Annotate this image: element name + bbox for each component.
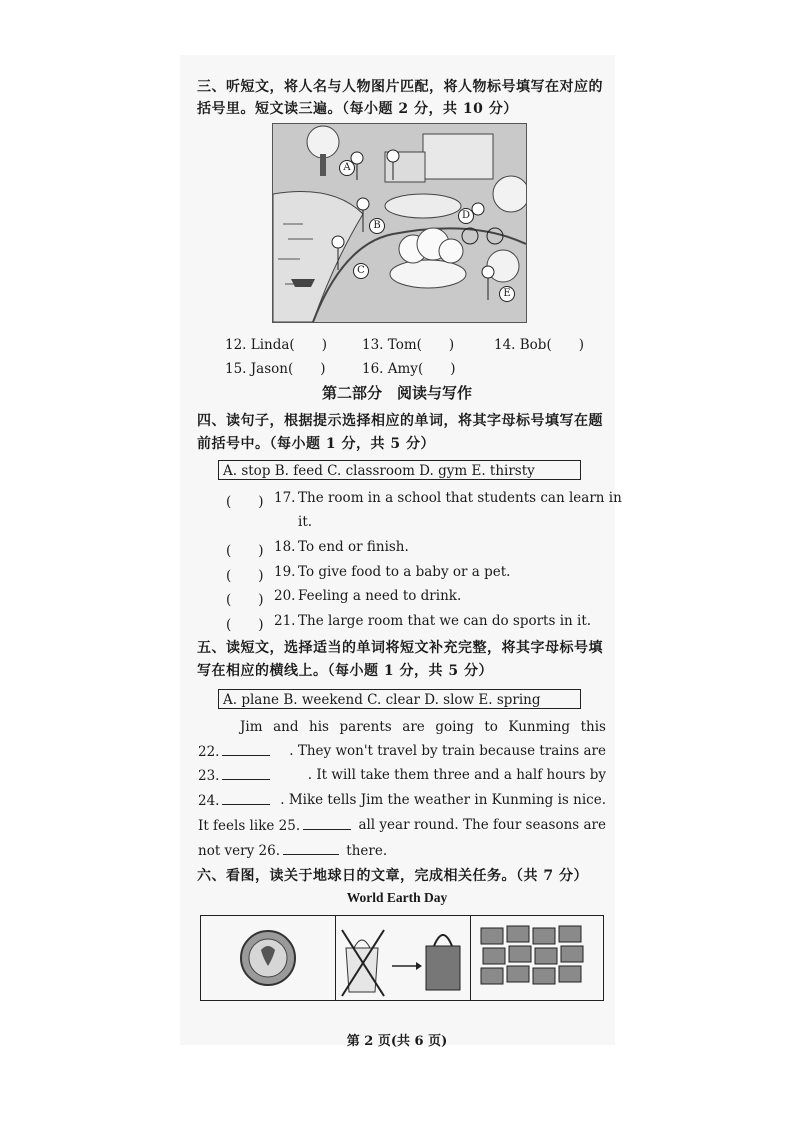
- q21-bracket[interactable]: ( ): [226, 617, 264, 633]
- picture-label-e: E: [499, 286, 515, 302]
- q20-number: 20.: [274, 588, 296, 604]
- park-illustration: [273, 124, 526, 322]
- section4-title-line1: 四、读句子，根据提示选择相应的单词，将其字母标号填写在题: [197, 413, 603, 429]
- answer-item-16[interactable]: 16. Amy( ): [362, 361, 456, 377]
- section3-title-line1: 三、听短文，将人名与人物图片匹配，将人物标号填写在对应的: [197, 79, 603, 95]
- q21-text: The large room that we can do sports in it.: [298, 613, 592, 629]
- q17-text-cont: it.: [298, 514, 313, 530]
- section4-title-line2: 前括号中。（每小题 1 分，共 5 分）: [197, 436, 435, 452]
- blank-25[interactable]: [303, 817, 351, 830]
- stacked-books-icon: [471, 916, 605, 1000]
- q17-bracket[interactable]: ( ): [226, 494, 264, 510]
- q20-bracket[interactable]: ( ): [226, 592, 264, 608]
- passage-line-2: 22. . They won't travel by train because trains are: [198, 743, 606, 760]
- section6-title: 六、看图，读关于地球日的文章，完成相关任务。（共 7 分）: [197, 868, 588, 884]
- blank-23[interactable]: [222, 767, 270, 780]
- blank-26[interactable]: [283, 842, 339, 855]
- earth-logo-cell: [201, 916, 336, 1000]
- bag-swap-cell: [336, 916, 471, 1000]
- passage-line-6: not very 26. there.: [198, 843, 388, 859]
- picture-label-d: D: [458, 208, 474, 224]
- section4-word-options: A. stop B. feed C. classroom D. gym E. thirsty: [218, 460, 581, 480]
- section6-heading: World Earth Day: [346, 890, 448, 905]
- answer-item-15[interactable]: 15. Jason( ): [225, 361, 326, 377]
- section5-word-options: A. plane B. weekend C. clear D. slow E. spring: [218, 689, 581, 709]
- picture-label-c: C: [353, 263, 369, 279]
- answer-item-14[interactable]: 14. Bob( ): [494, 337, 584, 353]
- q19-bracket[interactable]: ( ): [226, 568, 264, 584]
- passage-line-1: Jim and his parents are going to Kunming this: [240, 719, 606, 735]
- blank-22[interactable]: [222, 743, 270, 756]
- page-number: 第 2 页(共 6 页): [346, 1034, 448, 1049]
- park-scene-picture: [272, 123, 527, 323]
- answer-item-12[interactable]: 12. Linda( ): [225, 337, 327, 353]
- section5-title-line2: 写在相应的横线上。（每小题 1 分，共 5 分）: [197, 663, 493, 679]
- passage-line-5: It feels like 25. all year round. The four seasons are: [198, 817, 606, 834]
- earth-day-pictures: [200, 915, 604, 1001]
- passage-line-3: 23. . It will take them three and a half hours by: [198, 767, 606, 784]
- q18-text: To end or finish.: [298, 539, 409, 555]
- picture-label-b: B: [369, 218, 385, 234]
- q17-number: 17.: [274, 490, 296, 506]
- part2-title: 第二部分 阅读与写作: [321, 384, 472, 402]
- earth-logo-icon: [201, 916, 335, 1000]
- picture-label-a: A: [339, 160, 355, 176]
- q18-number: 18.: [274, 539, 296, 555]
- q18-bracket[interactable]: ( ): [226, 543, 264, 559]
- section5-title-line1: 五、读短文，选择适当的单词将短文补充完整，将其字母标号填: [197, 640, 603, 656]
- q20-text: Feeling a need to drink.: [298, 588, 462, 604]
- plastic-to-cloth-bag-icon: [336, 916, 470, 1000]
- q21-number: 21.: [274, 613, 296, 629]
- q17-text: The room in a school that students can learn in: [298, 490, 622, 506]
- passage-line-4: 24. . Mike tells Jim the weather in Kunming is nice.: [198, 792, 606, 809]
- books-cell: [471, 916, 605, 1000]
- section3-title-line2: 括号里。短文读三遍。（每小题 2 分，共 10 分）: [197, 101, 518, 117]
- q19-number: 19.: [274, 564, 296, 580]
- blank-24[interactable]: [222, 792, 270, 805]
- q19-text: To give food to a baby or a pet.: [298, 564, 511, 580]
- answer-item-13[interactable]: 13. Tom( ): [362, 337, 455, 353]
